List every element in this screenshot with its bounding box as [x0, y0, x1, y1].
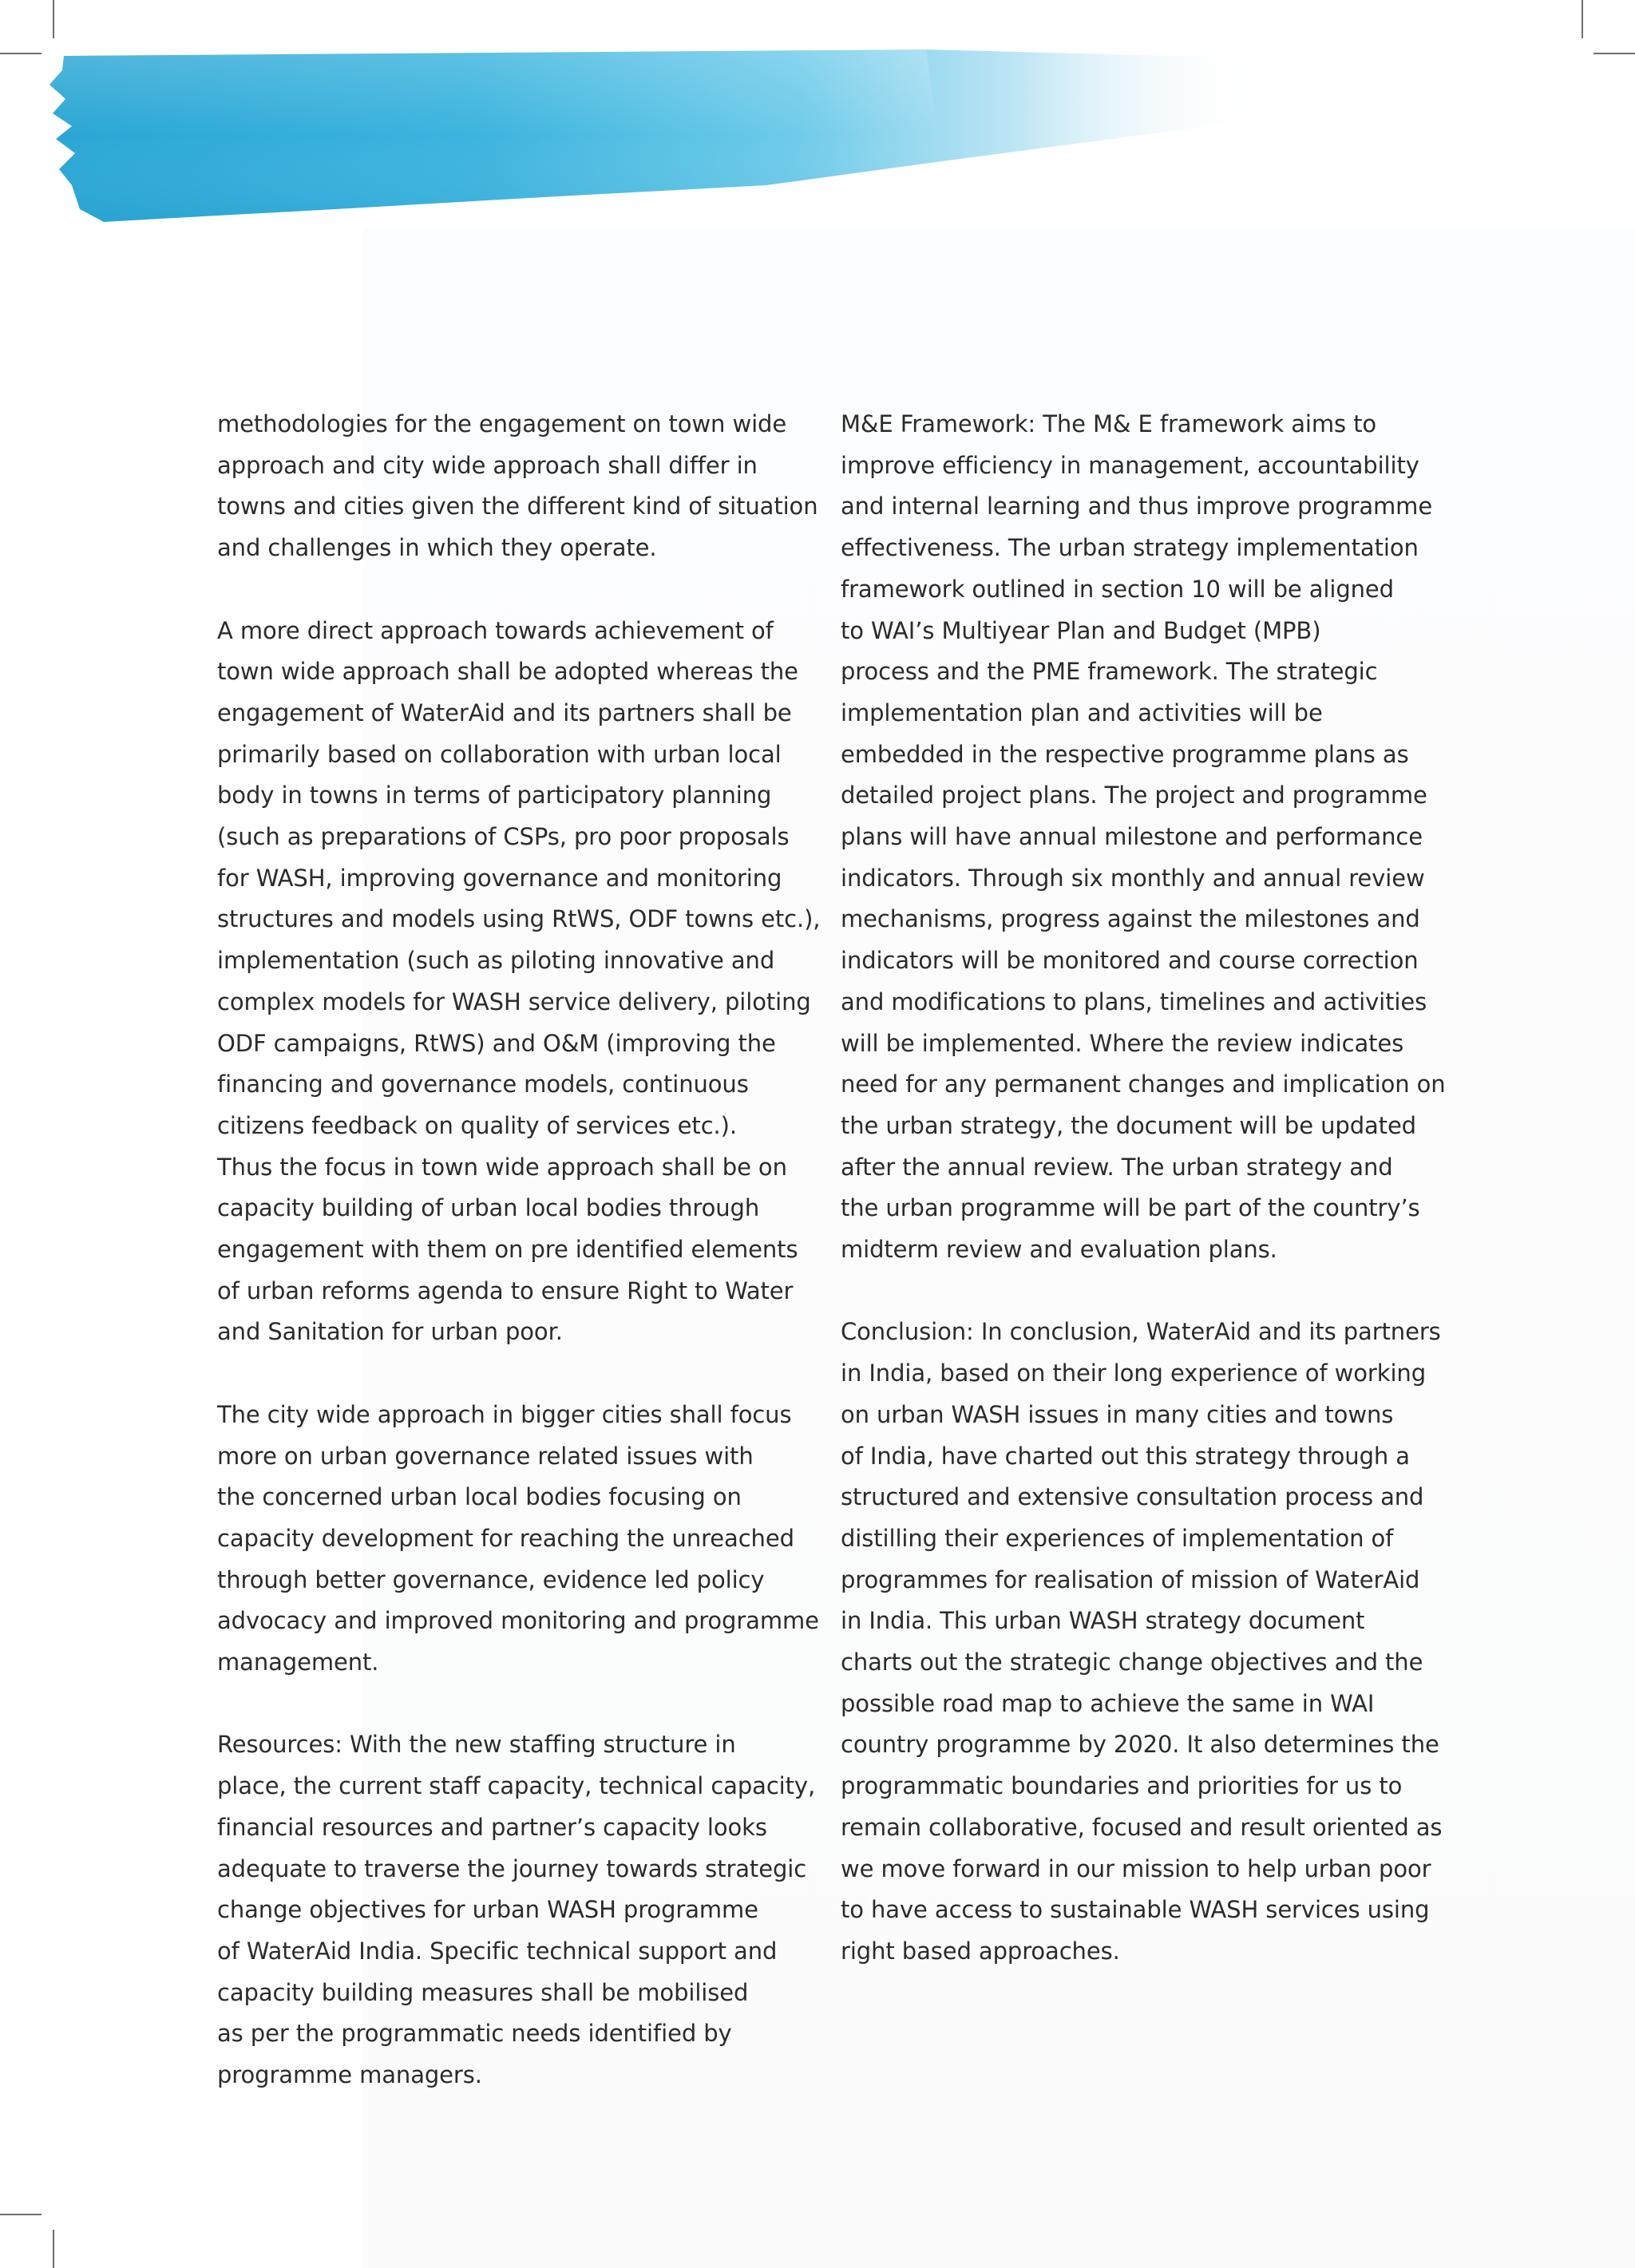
crop-mark-bottom-left-vertical: [53, 2230, 54, 2268]
left-paragraph-methodologies: methodologies for the engagement on town wide approach and city wide approach shall differ in towns and cities given the different kind of situation and challenges in which they operate.: [217, 410, 818, 562]
watercolor-banner: [48, 49, 1261, 225]
crop-mark-top-left-vertical: [53, 0, 54, 38]
left-paragraph-resources: Resources: With the new staffing structure in place, the current staff capacity, technical capacity, financial resources and partner’s capacity looks adequate to traverse the journey towards strategic change objectives for urban WASH programme of WaterAid India. Specific technical support and capacity building measures shall be mobilised as per the programmatic needs identified by programme managers.: [217, 1731, 816, 2089]
left-column: [217, 404, 824, 2137]
left-paragraph-city-wide-approach: The city wide approach in bigger cities shall focus more on urban governance related issues with the concerned urban local bodies focusing on capacity development for reaching the unreached through better governance, evidence led policy advocacy and improved monitoring and programme management.: [217, 1400, 819, 1676]
crop-mark-top-left-horizontal: [0, 53, 42, 54]
left-paragraph-town-wide-approach: A more direct approach towards achievement of town wide approach shall be adopted whereas the engagement of WaterAid and its partners shall be primarily based on collaboration with urban local body in towns in terms of participatory planning (such as preparations of CSPs, pro poor proposals for WASH, improving governance and monitoring structures and models using RtWS, ODF towns etc.), implementation (such as piloting innovative and complex models for WASH service delivery, piloting ODF campaigns, RtWS) and O&M (improving the financing and governance models, continuous citizens feedback on quality of services etc.).: [217, 616, 821, 1139]
left-paragraph-capacity-building: Thus the focus in town wide approach shall be on capacity building of urban local bodies through engagement with them on pre identified elements of urban reforms agenda to ensure Right to Water and Sanitation for urban poor.: [217, 1153, 798, 1346]
right-column: [841, 404, 1447, 2013]
right-paragraph-conclusion: Conclusion: In conclusion, WaterAid and its partners in India, based on their long experience of working on urban WASH issues in many cities and towns of India, have charted out this strategy through a structured and extensive consultation process and distilling their experiences of implementation of programmes for realisation of mission of WaterAid in India. This urban WASH strategy document charts out the strategic change objectives and the possible road map to achieve the same in WAI country programme by 2020. It also determines the programmatic boundaries and priorities for us to remain collaborative, focused and result oriented as we move forward in our mission to help urban poor to have access to sustainable WASH services using right based approaches.: [841, 1318, 1443, 1965]
crop-mark-top-right-horizontal: [1593, 53, 1635, 54]
crop-mark-bottom-left-horizontal: [0, 2214, 42, 2215]
crop-mark-top-right-vertical: [1582, 0, 1583, 38]
right-paragraph-me-framework: M&E Framework: The M& E framework aims to improve efficiency in management, accountability and internal learning and thus improve programme effectiveness. The urban strategy implementation framework outlined in section 10 will be aligned to WAI’s Multiyear Plan and Budget (MPB) process and the PME framework. The strategic implementation plan and activities will be embedded in the respective programme plans as detailed project plans. The project and programme plans will have annual milestone and performance indicators. Through six monthly and annual review mechanisms, progress against the milestones and indicators will be monitored and course correction and modifications to plans, timelines and activities will be implemented. Where the review indicates need for any permanent changes and implication on the urban strategy, the document will be updated after the annual review. The urban strategy and the urban programme will be part of the country’s midterm review and evaluation plans.: [841, 410, 1446, 1264]
